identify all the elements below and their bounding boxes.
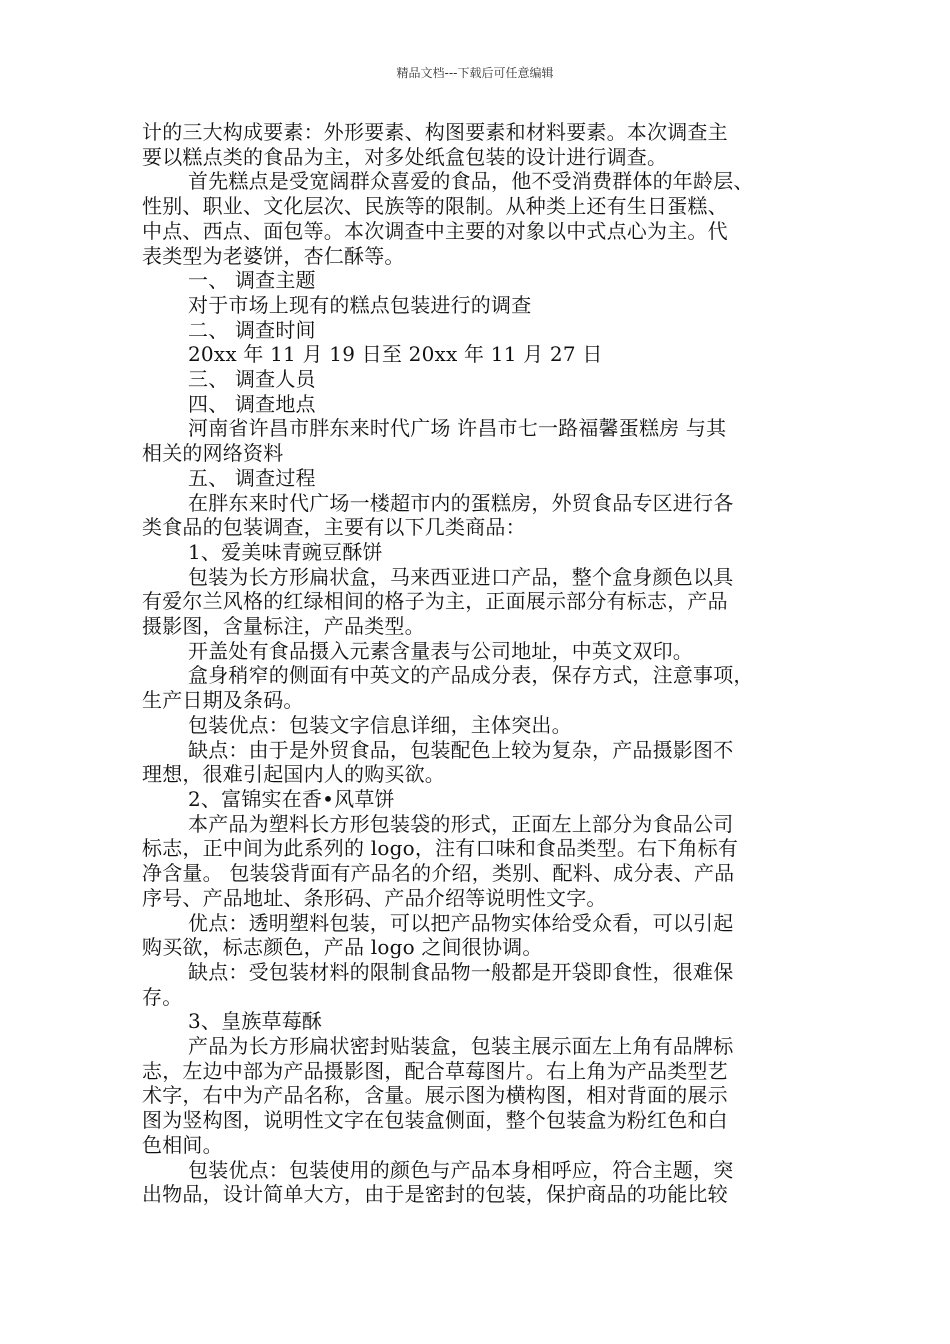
text-line: 1、爱美味青豌豆酥饼 bbox=[188, 539, 383, 564]
text-line: 缺点：受包装材料的限制食品物一般都是开袋即食性，很难保 bbox=[188, 959, 734, 984]
text-line: 要以糕点类的食品为主，对多处纸盒包装的设计进行调查。 bbox=[142, 144, 668, 169]
text-line: 计的三大构成要素：外形要素、构图要素和材料要素。本次调查主 bbox=[142, 120, 728, 144]
text-line: 2、富锦实在香•风草饼 bbox=[188, 786, 395, 811]
text-line: 开盖处有食品摄入元素含量表与公司地址，中英文双印。 bbox=[188, 638, 693, 663]
document-body bbox=[142, 120, 812, 1207]
text-line: 首先糕点是受宽阔群众喜爱的食品，他不受消费群体的年龄层、 bbox=[188, 169, 754, 194]
text-line: 3、皇族草莓酥 bbox=[188, 1009, 323, 1034]
text-line: 五、 调查过程 bbox=[188, 465, 316, 490]
text-line: 对于市场上现有的糕点包装进行的调查 bbox=[188, 292, 532, 317]
text-line: 术字，右中为产品名称，含量。展示图为横构图，相对背面的展示 bbox=[142, 1083, 728, 1108]
text-line: 产品为长方形扁状密封贴装盒，包装主展示面左上角有品牌标 bbox=[188, 1034, 734, 1059]
text-line: 20xx 年 11 月 19 日至 20xx 年 11 月 27 日 bbox=[188, 342, 603, 367]
text-line: 包装优点：包装使用的颜色与产品本身相呼应，符合主题，突 bbox=[188, 1157, 734, 1182]
text-line: 色相间。 bbox=[142, 1132, 223, 1157]
text-line: 净含量。 包装袋背面有产品名的介绍，类别、配料、成分表、产品 bbox=[142, 861, 735, 886]
text-line: 理想，很难引起国内人的购买欲。 bbox=[142, 762, 445, 787]
text-line: 志，左边中部为产品摄影图，配合草莓图片。右上角为产品类型艺 bbox=[142, 1058, 728, 1083]
text-line: 出物品，设计简单大方，由于是密封的包装，保护商品的功能比较 bbox=[142, 1182, 728, 1207]
text-line: 河南省许昌市胖东来时代广场 许昌市七一路福馨蛋糕房 与其 bbox=[188, 416, 727, 441]
text-line: 中点、西点、面包等。本次调查中主要的对象以中式点心为主。代 bbox=[142, 218, 728, 243]
text-line: 缺点：由于是外贸食品，包装配色上较为复杂，产品摄影图不 bbox=[188, 737, 734, 762]
text-line: 存。 bbox=[142, 984, 183, 1009]
text-line: 摄影图，含量标注，产品类型。 bbox=[142, 614, 425, 639]
text-line: 标志，正中间为此系列的 logo，注有口味和食品类型。右下角标有 bbox=[142, 836, 739, 861]
text-line: 优点：透明塑料包装，可以把产品物实体给受众看，可以引起 bbox=[188, 910, 734, 935]
text-line: 图为竖构图，说明性文字在包装盒侧面，整个包装盒为粉红色和白 bbox=[142, 1108, 728, 1133]
text-line: 包装为长方形扁状盒，马来西亚进口产品，整个盒身颜色以具 bbox=[188, 564, 734, 589]
text-line: 购买欲，标志颜色，产品 logo 之间很协调。 bbox=[142, 935, 543, 960]
text-line: 包装优点：包装文字信息详细，主体突出。 bbox=[188, 712, 572, 737]
text-line: 三、 调查人员 bbox=[188, 367, 316, 392]
text-line: 本产品为塑料长方形包装袋的形式，正面左上部分为食品公司 bbox=[188, 811, 734, 836]
text-line: 性别、职业、文化层次、民族等的限制。从种类上还有生日蛋糕、 bbox=[142, 194, 728, 219]
text-line: 相关的网络资料 bbox=[142, 441, 284, 466]
page-header-note: 精品文档---下载后可任意编辑 bbox=[396, 66, 554, 80]
text-line: 生产日期及条码。 bbox=[142, 688, 304, 713]
text-line: 有爱尔兰风格的红绿相间的格子为主，正面展示部分有标志，产品 bbox=[142, 589, 728, 614]
text-line: 序号、产品地址、条形码、产品介绍等说明性文字。 bbox=[142, 885, 607, 910]
text-line: 表类型为老婆饼，杏仁酥等。 bbox=[142, 243, 405, 268]
text-line: 一、 调查主题 bbox=[188, 268, 316, 293]
text-line: 盒身稍窄的侧面有中英文的产品成分表，保存方式，注意事项， bbox=[188, 663, 754, 688]
text-line: 四、 调查地点 bbox=[188, 391, 316, 416]
text-line: 类食品的包装调查，主要有以下几类商品： bbox=[142, 515, 526, 540]
text-line: 在胖东来时代广场一楼超市内的蛋糕房，外贸食品专区进行各 bbox=[188, 490, 734, 515]
text-line: 二、 调查时间 bbox=[188, 317, 316, 342]
